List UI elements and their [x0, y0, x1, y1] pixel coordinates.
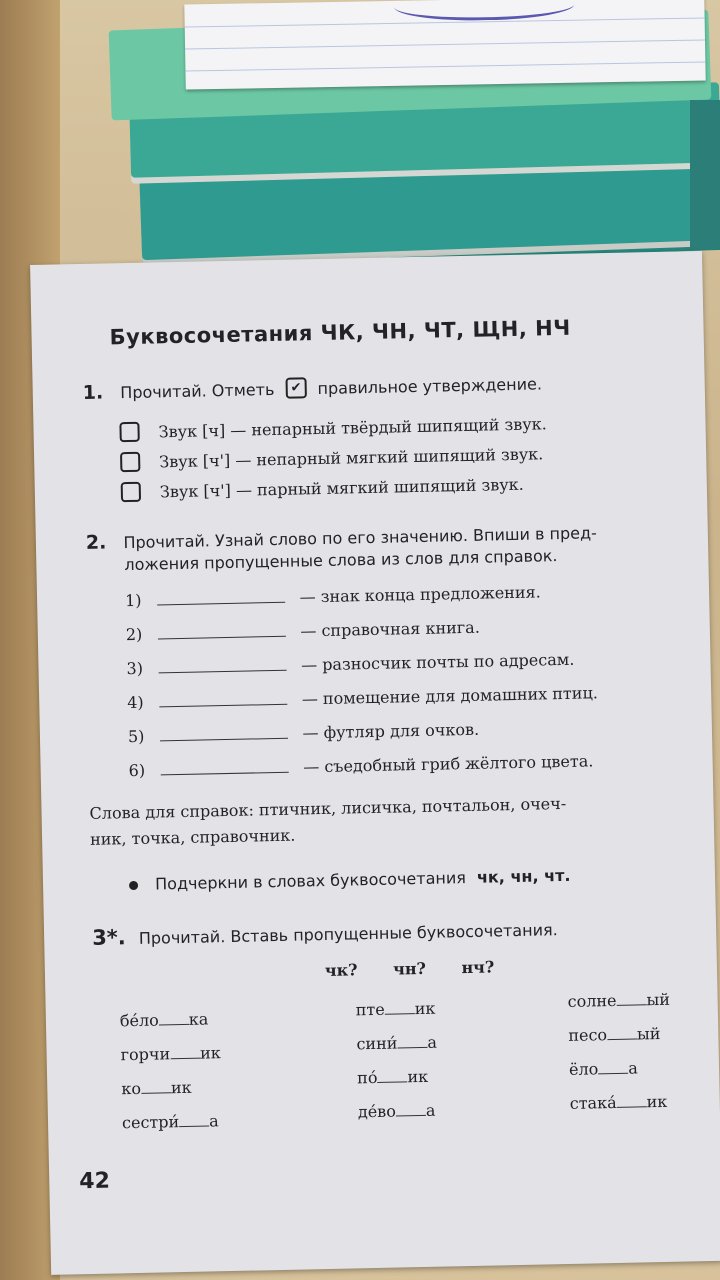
option-checkbox[interactable]	[119, 421, 139, 441]
letter-blank[interactable]	[616, 992, 646, 1006]
option-row	[121, 475, 524, 504]
answer-blank[interactable]	[157, 622, 285, 640]
option-text: Звук [ч] — непарный твёрдый шипящий звук.	[158, 414, 547, 442]
item-text: — справочная книга.	[300, 617, 481, 641]
item-number: 5)	[127, 726, 145, 747]
word-item	[120, 1009, 209, 1030]
bullet-bold: чк, чн, чт.	[476, 865, 571, 887]
task3-heading	[92, 916, 558, 950]
handwriting	[394, 0, 574, 22]
word-start: ко	[121, 1078, 142, 1099]
choice: чк?	[324, 960, 358, 981]
item-text: — разносчик почты по адресам.	[300, 649, 575, 675]
word-item	[567, 990, 670, 1011]
word-end: ый	[636, 1024, 661, 1044]
option-row	[119, 414, 547, 443]
word-start: горчи	[120, 1044, 171, 1065]
item-text: — футляр для очков.	[302, 719, 480, 743]
bullet-instruction	[129, 866, 571, 894]
item-number: 3)	[126, 658, 144, 679]
word-start: песо	[568, 1025, 608, 1045]
choice: нч?	[461, 957, 495, 978]
option-checkbox[interactable]	[121, 481, 141, 501]
notebook-cover	[690, 100, 720, 250]
letter-blank[interactable]	[616, 1094, 646, 1108]
word-end: а	[208, 1111, 219, 1131]
word-start: де́во	[357, 1101, 397, 1122]
bullet-icon	[129, 881, 138, 890]
word-item	[568, 1024, 661, 1045]
word-start: по́	[356, 1067, 378, 1088]
task-text: Прочитай. Отметь	[120, 379, 275, 403]
item-text: — съедобный гриб жёлтого цвета.	[303, 751, 594, 777]
word-start: ёло	[568, 1059, 599, 1079]
letter-blank[interactable]	[159, 1012, 189, 1026]
word-end: ик	[407, 1066, 429, 1087]
item-text: — помещение для домашних птиц.	[301, 683, 599, 709]
answer-row	[127, 683, 598, 712]
letter-blank[interactable]	[141, 1080, 171, 1094]
word-end: а	[425, 1100, 436, 1120]
word-end: ик	[199, 1043, 221, 1063]
word-item	[120, 1043, 221, 1064]
item-text: — знак конца предложения.	[299, 582, 541, 607]
answer-row	[128, 720, 480, 746]
letter-blank[interactable]	[397, 1035, 427, 1049]
letter-blank[interactable]	[607, 1026, 637, 1040]
letter-choices	[325, 957, 495, 980]
checkmark-icon: ✔	[285, 377, 306, 398]
answer-blank[interactable]	[159, 690, 287, 708]
word-start: бе́ло	[119, 1010, 160, 1031]
option-row	[120, 444, 543, 473]
word-item	[121, 1078, 192, 1098]
task-text: правильное утверждение.	[317, 374, 543, 399]
task-number: 2.	[85, 531, 107, 554]
word-item	[122, 1111, 219, 1132]
answer-blank[interactable]	[160, 758, 288, 776]
task-number: 3*.	[91, 925, 127, 950]
word-start: солне	[567, 990, 617, 1011]
task-text: Прочитай. Узнай слово по его значению. Впиши в пред-	[123, 523, 598, 553]
letter-blank[interactable]	[377, 1069, 407, 1083]
answer-blank[interactable]	[156, 588, 284, 606]
task-number: 1.	[82, 381, 104, 404]
word-end: ик	[170, 1077, 192, 1098]
task1-heading	[83, 372, 543, 405]
open-notebook	[184, 0, 705, 90]
word-item	[358, 1101, 436, 1122]
word-item	[356, 1033, 437, 1054]
word-end: а	[427, 1032, 438, 1052]
word-item	[357, 1067, 428, 1087]
answer-blank[interactable]	[159, 724, 287, 742]
reference-words: ник, точка, справочник.	[89, 825, 296, 849]
word-start: стака́	[569, 1092, 617, 1113]
task-text: ложения пропущенные слова из слов для справок.	[124, 546, 558, 575]
item-number: 1)	[124, 590, 142, 611]
word-end: ка	[188, 1009, 209, 1029]
word-item	[356, 999, 436, 1020]
letter-blank[interactable]	[385, 1001, 415, 1015]
answer-row	[128, 751, 593, 780]
option-text: Звук [ч'] — непарный мягкий шипящий звук.	[159, 444, 544, 472]
answer-row	[126, 618, 480, 644]
letter-blank[interactable]	[179, 1113, 209, 1127]
bullet-text: Подчеркни в словах буквосочетания	[154, 868, 467, 894]
task-text: Прочитай. Вставь пропущенные буквосочетания.	[138, 920, 558, 948]
answer-row	[126, 650, 574, 678]
word-start: сестри́	[121, 1112, 180, 1133]
item-number: 4)	[127, 692, 144, 713]
option-checkbox[interactable]	[120, 451, 140, 471]
letter-blank[interactable]	[598, 1061, 628, 1075]
letter-blank[interactable]	[170, 1046, 200, 1060]
word-start: сини́	[356, 1033, 398, 1054]
word-end: а	[628, 1058, 639, 1078]
page-title: Буквосочетания ЧК, ЧН, ЧТ, ЩН, НЧ	[109, 315, 571, 350]
item-number: 6)	[128, 760, 146, 781]
word-item	[569, 1058, 638, 1078]
answer-row	[125, 582, 541, 610]
reference-words: Слова для справок: птичник, лисичка, почтальон, очеч-	[89, 793, 567, 823]
word-end: ик	[646, 1091, 668, 1112]
word-end: ик	[414, 998, 436, 1019]
word-item	[570, 1092, 668, 1113]
option-text: Звук [ч'] — парный мягкий шипящий звук.	[159, 474, 524, 502]
page-number: 42	[79, 1168, 111, 1195]
word-start: пте	[355, 999, 385, 1020]
choice: чн?	[392, 958, 427, 979]
answer-blank[interactable]	[158, 656, 286, 674]
word-end: ый	[646, 989, 671, 1010]
letter-blank[interactable]	[396, 1103, 426, 1117]
workbook-page	[30, 251, 720, 1275]
item-number: 2)	[125, 624, 143, 645]
